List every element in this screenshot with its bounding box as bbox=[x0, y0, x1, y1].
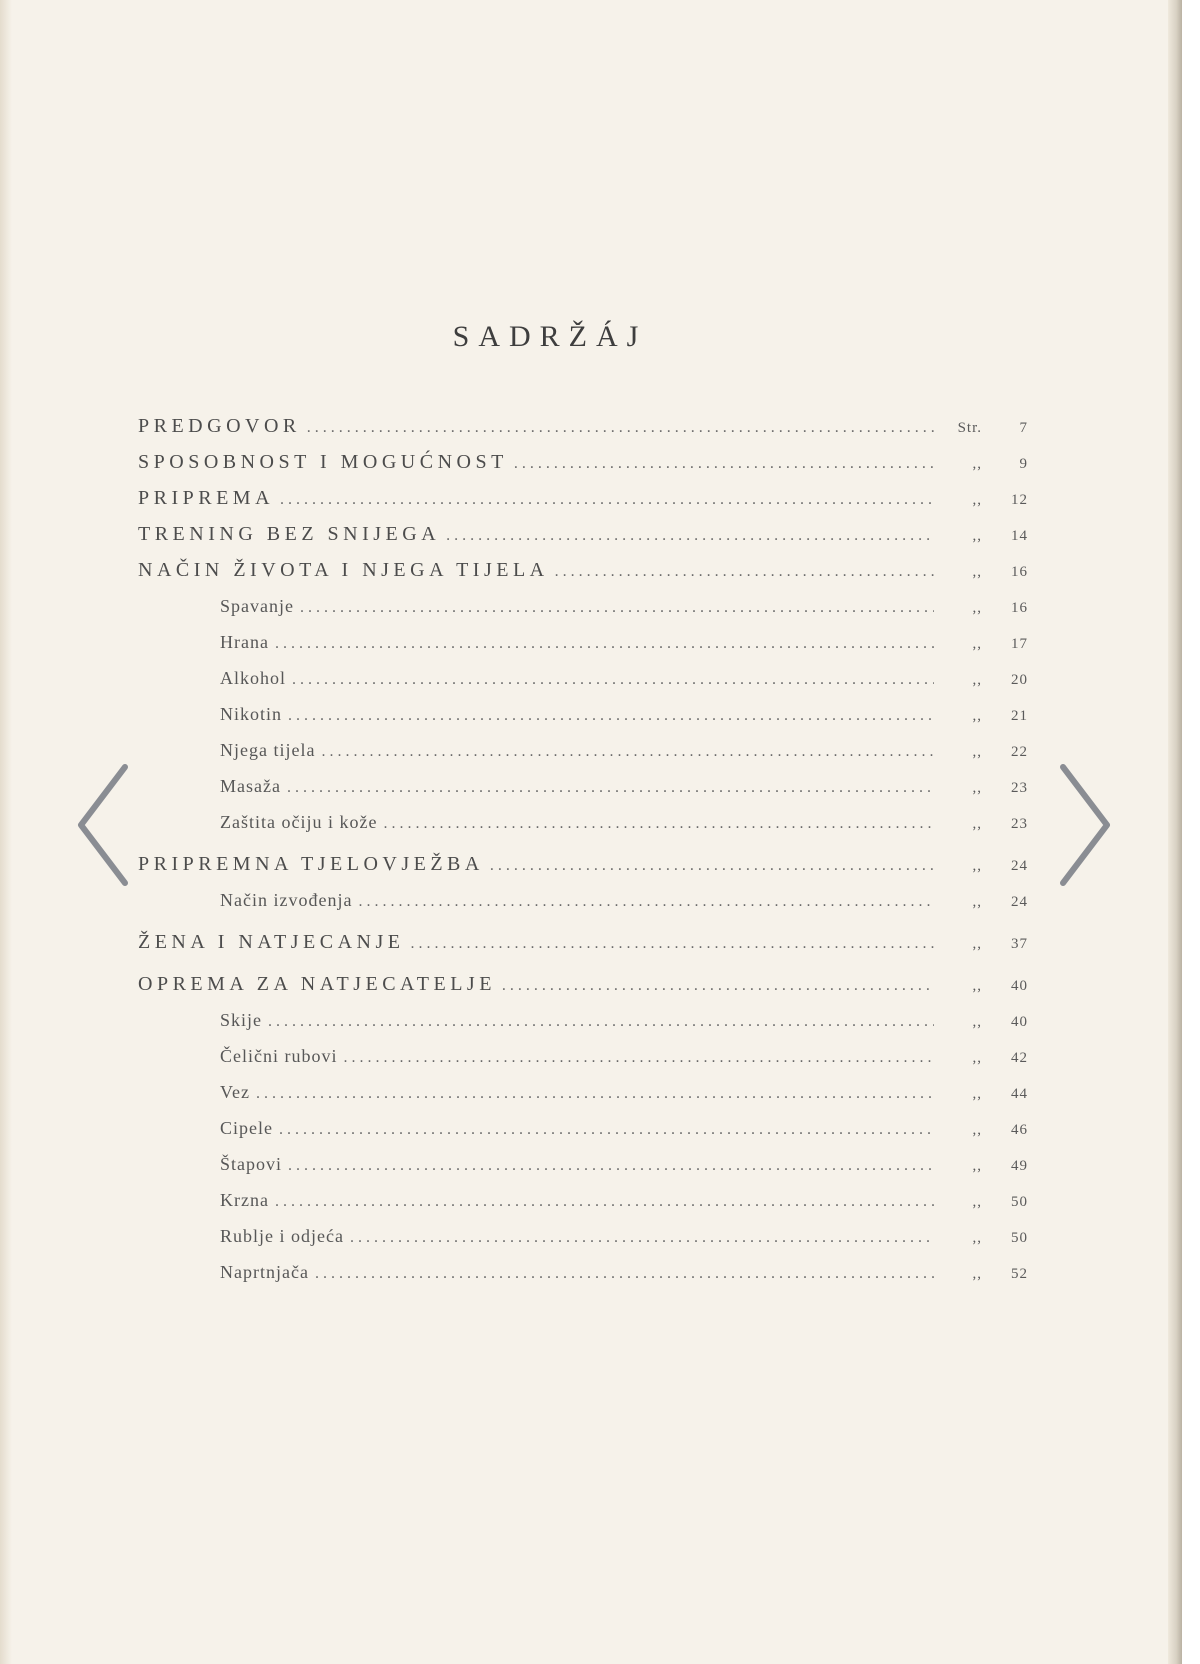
chevron-right-icon bbox=[1055, 763, 1115, 887]
toc-subentry-label: Skije bbox=[220, 1010, 263, 1030]
toc-subentry bbox=[138, 1110, 1028, 1146]
toc-subentry-label: Štapovi bbox=[220, 1154, 283, 1174]
toc-entry-str: Str. bbox=[957, 420, 982, 436]
toc-subentry bbox=[138, 1002, 1028, 1038]
toc-entry-str: ,, bbox=[972, 1086, 982, 1102]
toc-entry-page: 23 bbox=[1011, 816, 1028, 832]
toc-subentry bbox=[138, 1254, 1028, 1290]
toc-entry-page: 42 bbox=[1011, 1050, 1028, 1066]
toc-subentry-label: Spavanje bbox=[220, 596, 294, 616]
toc-entry bbox=[138, 444, 1028, 480]
page-title: SADRŽÁJ bbox=[452, 320, 648, 353]
toc-entry-str: ,, bbox=[972, 1230, 982, 1246]
toc-subentry bbox=[138, 804, 1028, 840]
toc-entry-str: ,, bbox=[972, 1122, 982, 1138]
toc-entry-page: 37 bbox=[1011, 936, 1028, 952]
toc-subentry bbox=[138, 882, 1028, 918]
toc-entry-str: ,, bbox=[972, 858, 982, 874]
dot-leader bbox=[256, 1076, 934, 1112]
toc-entry-page: 7 bbox=[1019, 420, 1028, 436]
dot-leader bbox=[411, 926, 935, 962]
toc-subentry-label: Njega tijela bbox=[220, 740, 316, 760]
dot-leader bbox=[321, 734, 934, 770]
dot-leader bbox=[268, 1004, 934, 1040]
toc-entry-str: ,, bbox=[972, 564, 982, 580]
toc-entry-str: ,, bbox=[972, 636, 982, 652]
toc-entry bbox=[138, 480, 1028, 516]
toc-entry-page: 46 bbox=[1011, 1122, 1028, 1138]
toc-entry-page: 17 bbox=[1011, 636, 1028, 652]
toc-entry-page: 20 bbox=[1011, 672, 1028, 688]
toc-entry-str: ,, bbox=[972, 780, 982, 796]
toc-entry bbox=[138, 408, 1028, 444]
toc-entry-str: ,, bbox=[972, 1266, 982, 1282]
toc-entry-page: 44 bbox=[1011, 1086, 1028, 1102]
toc-subentry bbox=[138, 588, 1028, 624]
toc-entry-label: TRENING BEZ SNIJEGA bbox=[138, 523, 441, 545]
toc-subentry-label: Rublje i odjeća bbox=[220, 1226, 344, 1246]
toc-subentry-label: Alkohol bbox=[220, 668, 287, 688]
toc-entry-page: 23 bbox=[1011, 780, 1028, 796]
toc-entry-str: ,, bbox=[972, 672, 982, 688]
table-of-contents bbox=[138, 408, 1028, 1290]
toc-subentry-label: Vez bbox=[220, 1082, 250, 1102]
toc-subentry-label: Masaža bbox=[220, 776, 281, 796]
toc-subentry-label: Naprtnjača bbox=[220, 1262, 309, 1282]
toc-entry-str: ,, bbox=[972, 492, 982, 508]
toc-entry-label: PRIPREMNA TJELOVJEŽBA bbox=[138, 853, 484, 875]
toc-entry-label: PRIPREMA bbox=[138, 487, 275, 509]
toc-subentry-label: Krzna bbox=[220, 1190, 269, 1210]
dot-leader bbox=[288, 698, 934, 734]
toc-subentry-label: Čelični rubovi bbox=[220, 1046, 338, 1066]
toc-entry-str: ,, bbox=[972, 456, 982, 472]
toc-entry-str: ,, bbox=[972, 816, 982, 832]
toc-entry-page: 49 bbox=[1011, 1158, 1028, 1174]
toc-entry-page: 12 bbox=[1011, 492, 1028, 508]
page-edge bbox=[1168, 0, 1182, 1664]
toc-subentry-label: Cipele bbox=[220, 1118, 273, 1138]
dot-leader bbox=[350, 1220, 934, 1256]
toc-entry-str: ,, bbox=[972, 1014, 982, 1030]
toc-subentry bbox=[138, 1218, 1028, 1254]
toc-entry-page: 50 bbox=[1011, 1194, 1028, 1210]
toc-entry bbox=[138, 966, 1028, 1002]
toc-entry-str: ,, bbox=[972, 1158, 982, 1174]
toc-entry-str: ,, bbox=[972, 1194, 982, 1210]
dot-leader bbox=[315, 1256, 934, 1292]
toc-entry bbox=[138, 516, 1028, 552]
toc-entry-str: ,, bbox=[972, 978, 982, 994]
toc-entry bbox=[138, 552, 1028, 588]
toc-subentry bbox=[138, 732, 1028, 768]
toc-subentry-label: Nikotin bbox=[220, 704, 283, 724]
toc-subentry-label: Zaštita očiju i kože bbox=[220, 812, 378, 832]
toc-subentry bbox=[138, 1074, 1028, 1110]
dot-leader bbox=[490, 848, 934, 884]
dot-leader bbox=[555, 554, 934, 590]
toc-entry-str: ,, bbox=[972, 1050, 982, 1066]
previous-page-button[interactable] bbox=[68, 760, 138, 890]
toc-entry-page: 16 bbox=[1011, 600, 1028, 616]
toc-entry-page: 22 bbox=[1011, 744, 1028, 760]
toc-subentry bbox=[138, 696, 1028, 732]
toc-entry-page: 9 bbox=[1019, 456, 1028, 472]
toc-entry-page: 40 bbox=[1011, 978, 1028, 994]
dot-leader bbox=[292, 662, 934, 698]
dot-leader bbox=[383, 806, 934, 842]
toc-subentry bbox=[138, 1146, 1028, 1182]
dot-leader bbox=[279, 1112, 934, 1148]
dot-leader bbox=[502, 968, 934, 1004]
dot-leader bbox=[358, 884, 934, 920]
toc-entry bbox=[138, 924, 1028, 960]
dot-leader bbox=[288, 1148, 934, 1184]
toc-entry-page: 52 bbox=[1011, 1266, 1028, 1282]
dot-leader bbox=[446, 518, 934, 554]
toc-entry-str: ,, bbox=[972, 708, 982, 724]
toc-entry-label: ŽENA I NATJECANJE bbox=[138, 931, 405, 953]
dot-leader bbox=[275, 1184, 934, 1220]
dot-leader bbox=[307, 410, 934, 446]
binding-shadow bbox=[0, 0, 12, 1664]
dot-leader bbox=[514, 446, 934, 482]
toc-entry-str: ,, bbox=[972, 936, 982, 952]
toc-subentry bbox=[138, 768, 1028, 804]
dot-leader bbox=[343, 1040, 934, 1076]
toc-subentry bbox=[138, 1182, 1028, 1218]
toc-entry-str: ,, bbox=[972, 894, 982, 910]
toc-subentry bbox=[138, 660, 1028, 696]
toc-entry-label: OPREMA ZA NATJECATELJE bbox=[138, 973, 496, 995]
toc-entry-page: 24 bbox=[1011, 858, 1028, 874]
dot-leader bbox=[300, 590, 934, 626]
toc-subentry-label: Hrana bbox=[220, 632, 269, 652]
toc-subentry bbox=[138, 624, 1028, 660]
toc-entry-label: SPOSOBNOST I MOGUĆNOST bbox=[138, 451, 508, 473]
toc-entry-page: 21 bbox=[1011, 708, 1028, 724]
chevron-left-icon bbox=[73, 763, 133, 887]
toc-entry-str: ,, bbox=[972, 528, 982, 544]
dot-leader bbox=[275, 626, 934, 662]
next-page-button[interactable] bbox=[1050, 760, 1120, 890]
toc-subentry bbox=[138, 1038, 1028, 1074]
toc-entry-page: 14 bbox=[1011, 528, 1028, 544]
toc-entry-str: ,, bbox=[972, 744, 982, 760]
toc-entry-label: PREDGOVOR bbox=[138, 415, 301, 437]
dot-leader bbox=[287, 770, 934, 806]
toc-entry bbox=[138, 846, 1028, 882]
toc-entry-page: 40 bbox=[1011, 1014, 1028, 1030]
toc-entry-str: ,, bbox=[972, 600, 982, 616]
toc-entry-page: 50 bbox=[1011, 1230, 1028, 1246]
toc-entry-label: NAČIN ŽIVOTA I NJEGA TIJELA bbox=[138, 559, 549, 581]
toc-entry-page: 16 bbox=[1011, 564, 1028, 580]
toc-entry-page: 24 bbox=[1011, 894, 1028, 910]
toc-subentry-label: Način izvođenja bbox=[220, 890, 353, 910]
dot-leader bbox=[280, 482, 934, 518]
